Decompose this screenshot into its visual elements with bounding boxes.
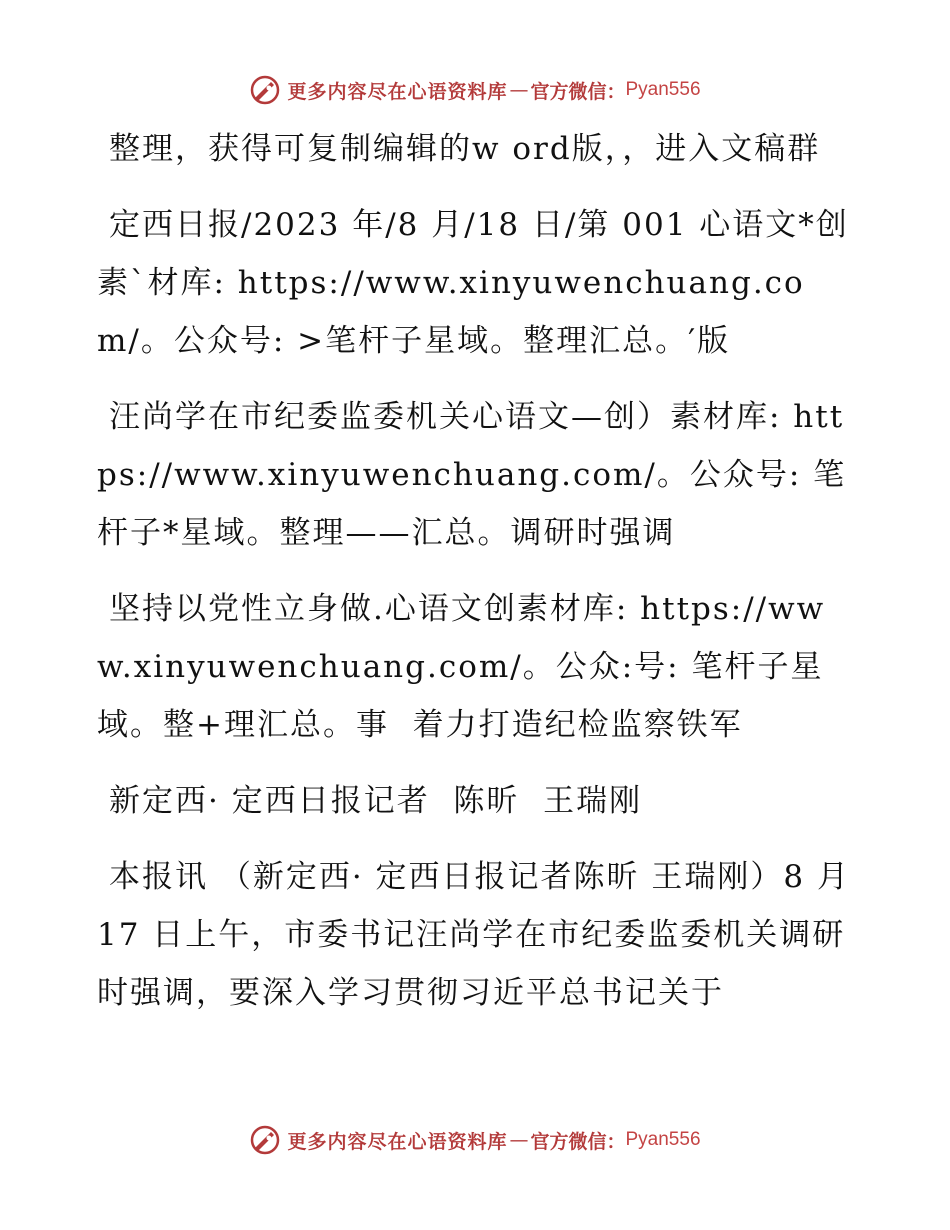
- paragraph-headline-1: 汪尚学在市纪委监委机关心语文—创）素材库: https://www.xinyuwenchuang.com/。公众号: 笔杆子*星域。整理——汇总。调研时强调: [97, 399, 847, 551]
- watermark-wechat-id: Pyan556: [625, 1129, 701, 1150]
- watermark-text: 更多内容尽在心语资料库: [287, 80, 508, 103]
- paragraph-body: 本报讯 （新定西· 定西日报记者陈昕 王瑞刚）8 月 17 日上午，市委书记汪尚学在市纪委监委机关调研时强调，要深入学习贯彻习近平总书记关于: [97, 859, 862, 1011]
- document-body: [97, 120, 862, 1040]
- pen-logo-icon: [249, 1124, 281, 1156]
- watermark-wechat-id: Pyan556: [625, 79, 701, 100]
- paragraph-byline: 新定西· 定西日报记者 陈昕 王瑞刚: [109, 783, 643, 819]
- watermark-subtitle: 官方微信：: [530, 80, 626, 103]
- paragraph-headline-2: 坚持以党性立身做.心语文创素材库: https://www.xinyuwenchuang.com/。公众:号: 笔杆子星域。整+理汇总。事 着力打造纪检监察铁军: [97, 591, 826, 743]
- watermark-text: 更多内容尽在心语资料库: [287, 1130, 508, 1153]
- watermark-dash: —: [509, 79, 529, 101]
- watermark-dash: —: [509, 1129, 529, 1151]
- paragraph-intro: 整理，获得可复制编辑的w ord版，，进入文稿群: [109, 131, 821, 167]
- footer-watermark: [0, 1120, 950, 1160]
- header-watermark: [0, 70, 950, 110]
- watermark-subtitle: 官方微信：: [530, 1130, 626, 1153]
- pen-logo-icon: [249, 74, 281, 106]
- paragraph-source: 定西日报/2023 年/8 月/18 日/第 001 心语文*创素`材库: https://www.xinyuwenchuang.com/。公众号: >笔杆子星域。整理汇总。′版: [97, 207, 849, 359]
